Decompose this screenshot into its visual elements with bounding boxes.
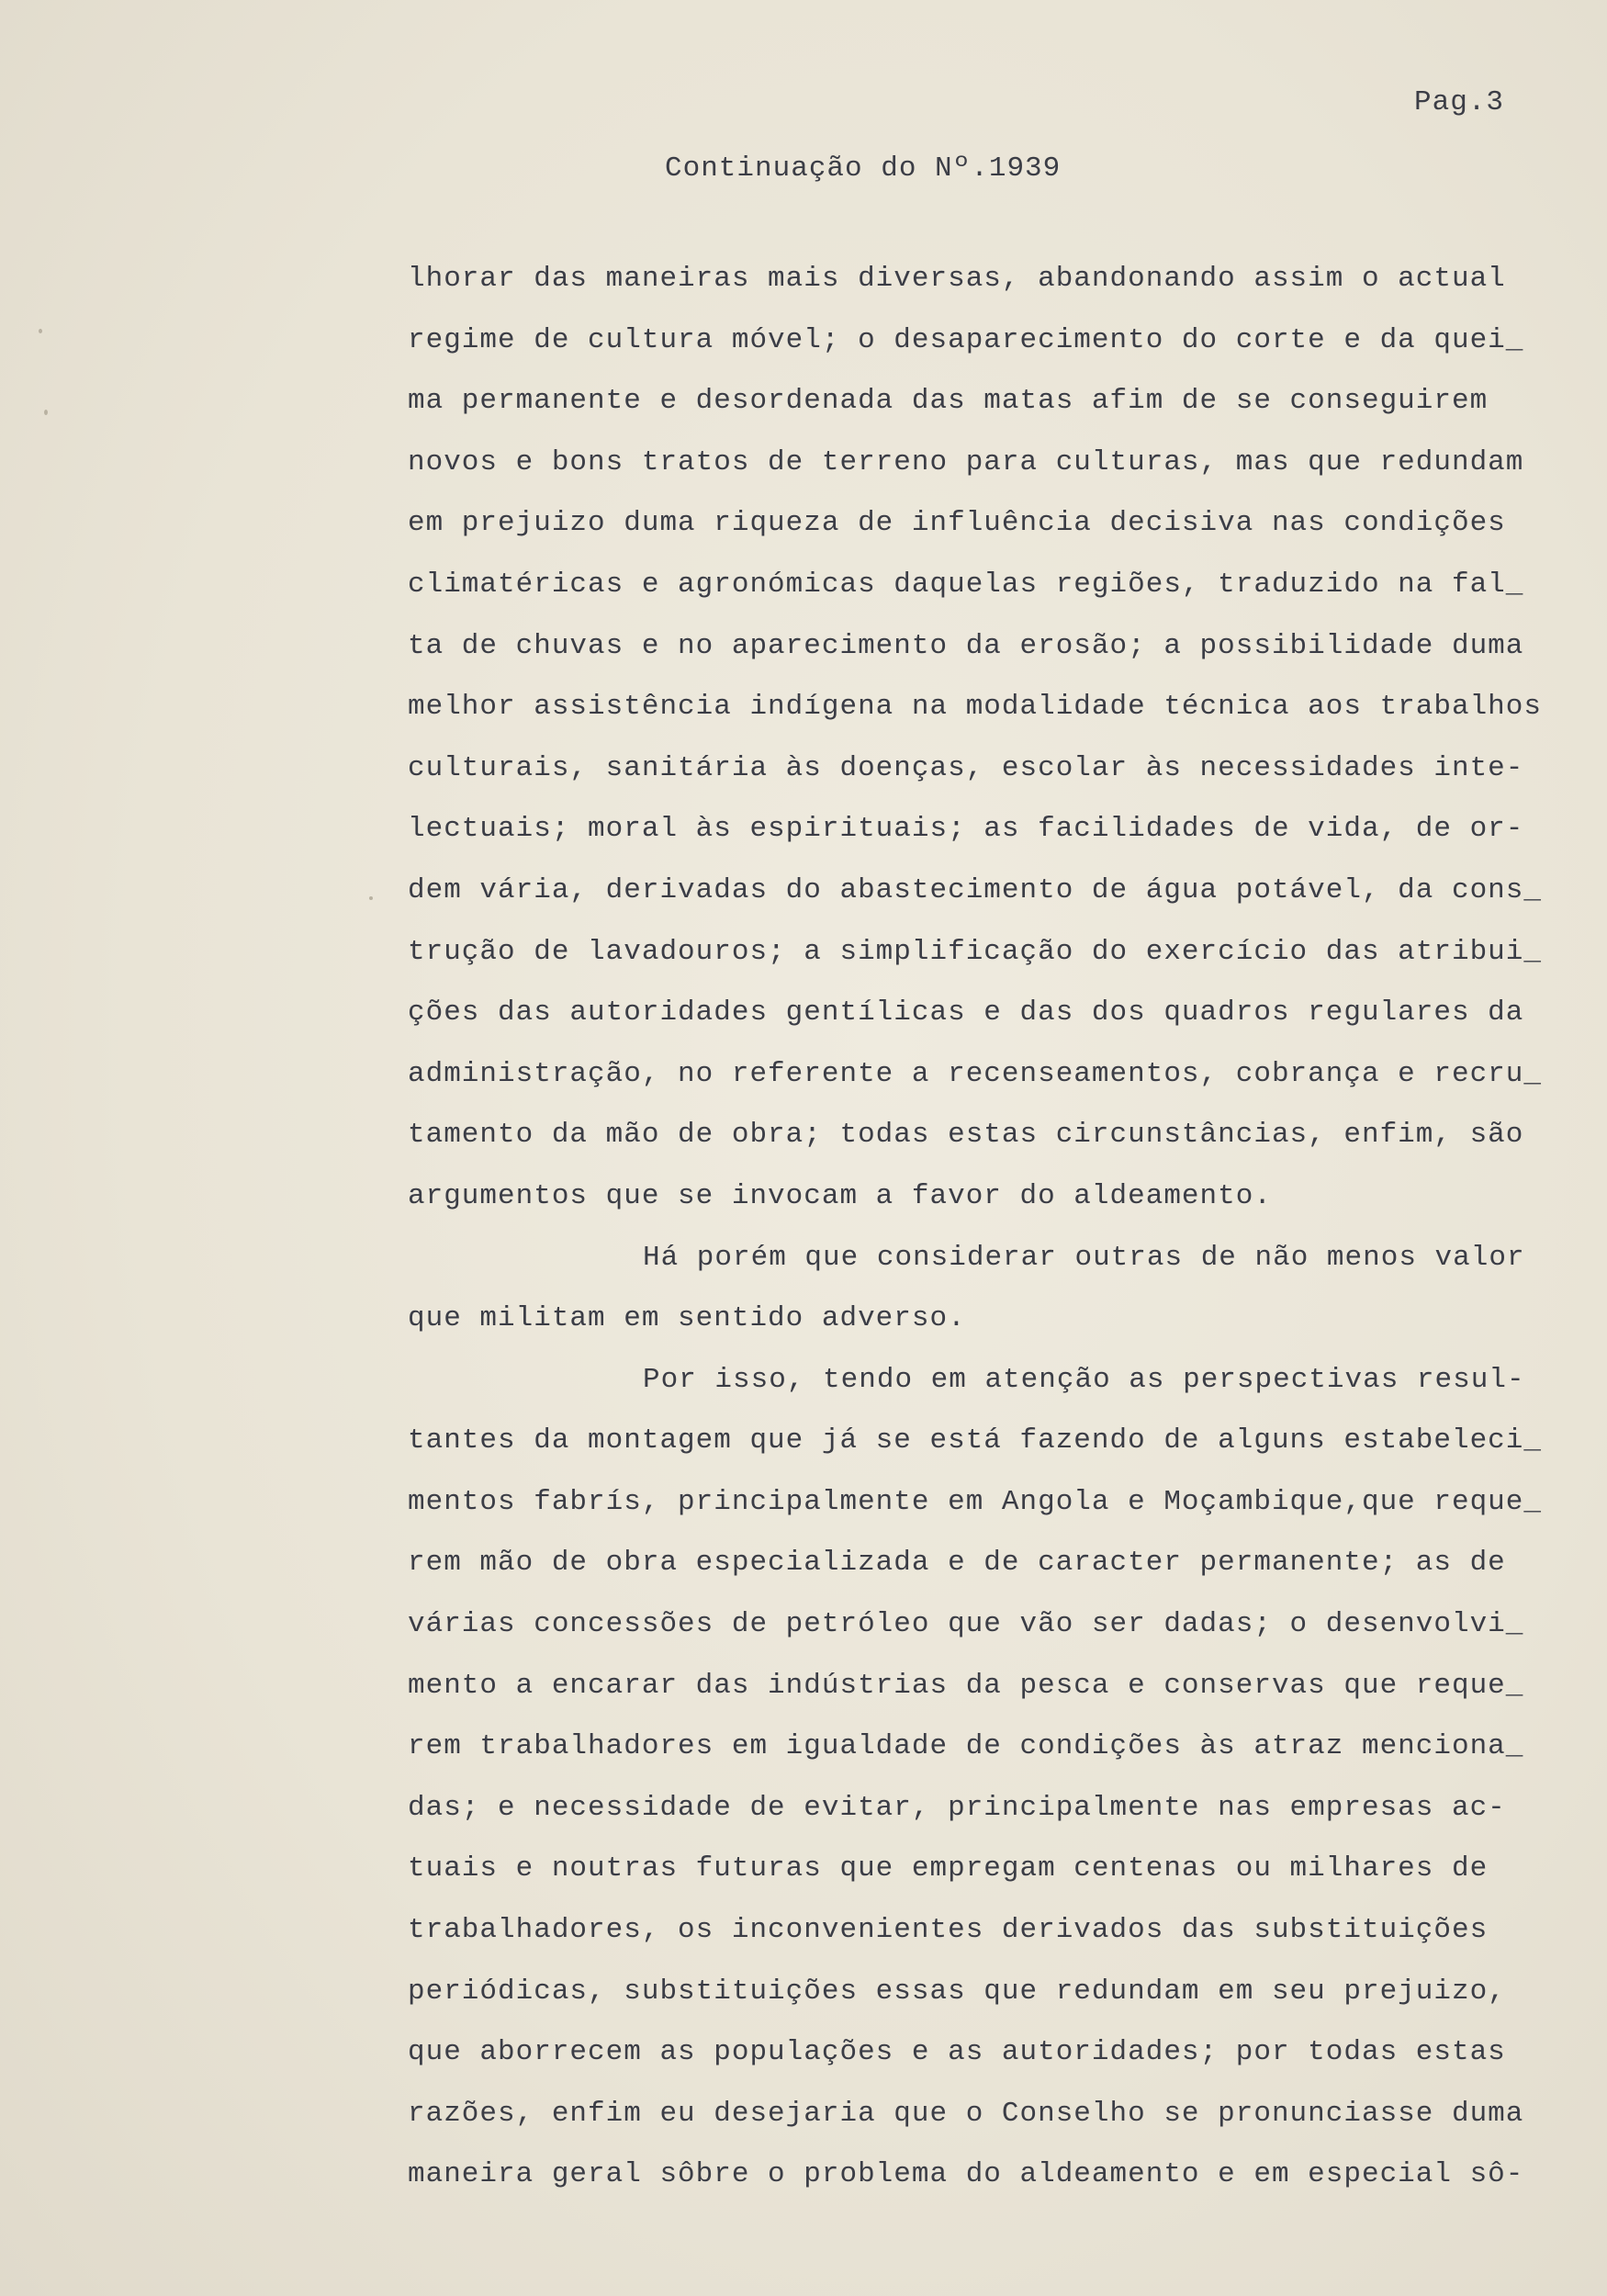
text-line: trabalhadores, os inconvenientes derivados das substituições xyxy=(408,1914,1489,1947)
text-line: maneira geral sôbre o problema do aldeamento e em especial sô- xyxy=(408,2158,1524,2191)
text-line: tantes da montagem que já se está fazendo de alguns estabeleci_ xyxy=(408,1424,1542,1458)
paragraph-start-line: Por isso, tendo em atenção as perspectivas resul- xyxy=(643,1363,1525,1396)
text-line: tuais e noutras futuras que empregam centenas ou milhares de xyxy=(408,1852,1489,1885)
text-line: rem mão de obra especializada e de caracter permanente; as de xyxy=(408,1547,1506,1580)
text-line: razões, enfim eu desejaria que o Conselho se pronunciasse duma xyxy=(408,2097,1524,2130)
text-line: em prejuizo duma riqueza de influência decisiva nas condições xyxy=(408,507,1506,540)
body-text xyxy=(408,249,1556,2206)
text-line: várias concessões de petróleo que vão ser dadas; o desenvolvi_ xyxy=(408,1608,1524,1641)
text-line: administração, no referente a recenseamentos, cobrança e recru_ xyxy=(408,1057,1542,1090)
text-line: que aborrecem as populações e as autoridades; por todas estas xyxy=(408,2036,1506,2069)
document-heading: Continuação do Nº.1939 xyxy=(665,152,1062,185)
text-line: melhor assistência indígena na modalidade técnica aos trabalhos xyxy=(408,691,1542,724)
paper-speck xyxy=(44,410,48,415)
text-line: rem trabalhadores em igualdade de condições às atraz menciona_ xyxy=(408,1730,1524,1763)
page-number: Pag.3 xyxy=(1414,86,1505,118)
text-line: regime de cultura móvel; o desaparecimento do corte e da quei_ xyxy=(408,323,1524,356)
paper-speck xyxy=(39,329,42,333)
text-line: ções das autoridades gentílicas e das dos quadros regulares da xyxy=(408,996,1524,1030)
paper-speck xyxy=(369,896,373,900)
text-line: lhorar das maneiras mais diversas, abandonando assim o actual xyxy=(408,263,1506,295)
text-line: argumentos que se invocam a favor do aldeamento. xyxy=(408,1179,1272,1212)
text-line: novos e bons tratos de terreno para culturas, mas que redundam xyxy=(408,445,1524,478)
text-line: dem vária, derivadas do abastecimento de água potável, da cons_ xyxy=(408,873,1542,906)
text-line: que militam em sentido adverso. xyxy=(408,1302,966,1335)
text-line: periódicas, substituições essas que redundam em seu prejuizo, xyxy=(408,1975,1506,2008)
text-line: mentos fabrís, principalmente em Angola e Moçambique,que reque_ xyxy=(408,1485,1542,1518)
text-line: culturais, sanitária às doenças, escolar às necessidades inte- xyxy=(408,751,1524,784)
text-line: mento a encarar das indústrias da pesca e conservas que reque_ xyxy=(408,1669,1524,1702)
text-line: ta de chuvas e no aparecimento da erosão; a possibilidade duma xyxy=(408,629,1524,662)
text-line: tamento da mão de obra; todas estas circunstâncias, enfim, são xyxy=(408,1119,1524,1152)
paragraph-start-line: Há porém que considerar outras de não menos valor xyxy=(643,1241,1525,1274)
text-line: climatéricas e agronómicas daquelas regiões, traduzido na fal_ xyxy=(408,568,1524,601)
text-line: lectuais; moral às espirituais; as facilidades de vida, de or- xyxy=(408,813,1524,846)
text-line: trução de lavadouros; a simplificação do exercício das atribui_ xyxy=(408,935,1542,968)
text-line: ma permanente e desordenada das matas afim de se conseguirem xyxy=(408,385,1489,418)
text-line: das; e necessidade de evitar, principalmente nas empresas ac- xyxy=(408,1791,1506,1824)
